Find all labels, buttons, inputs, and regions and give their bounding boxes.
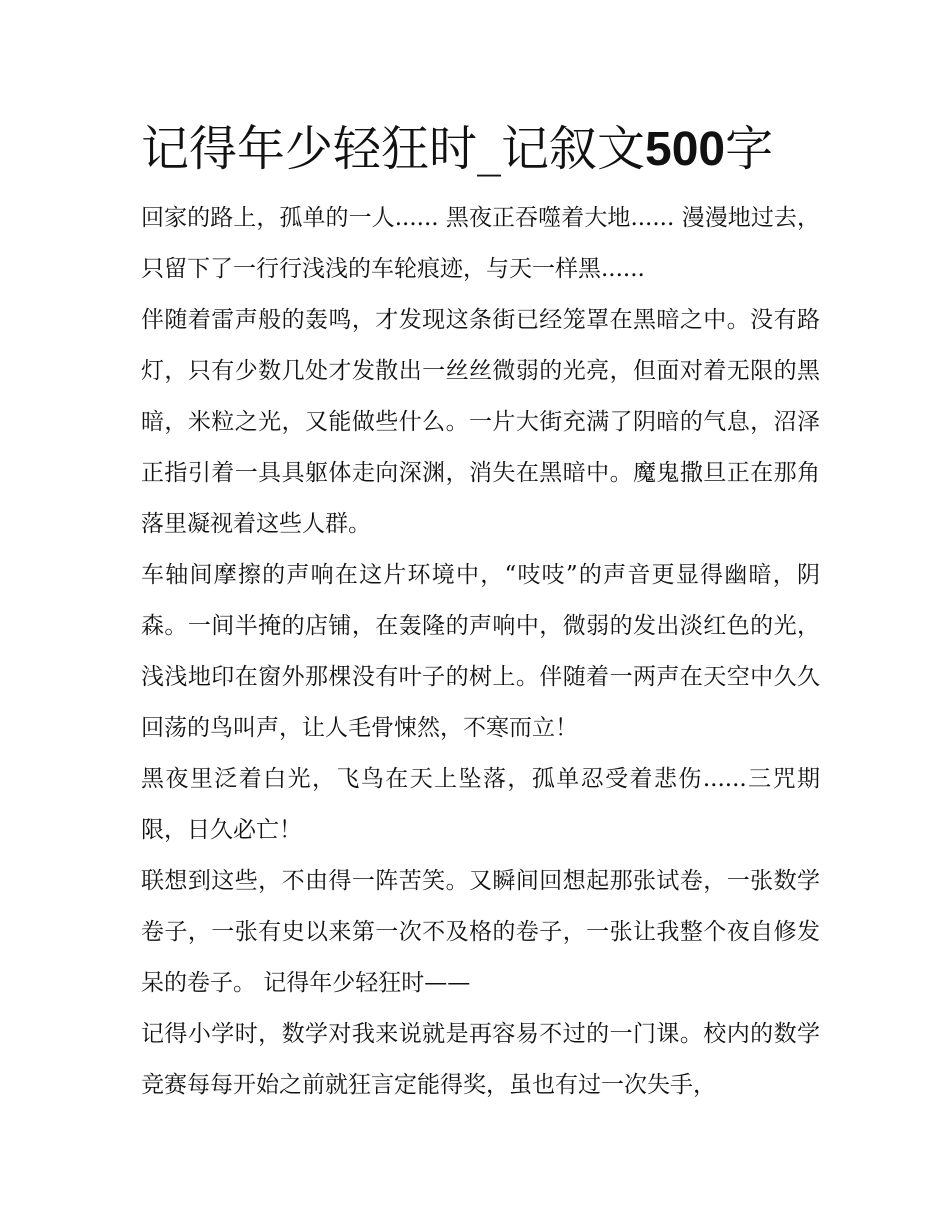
- document-title: [141, 114, 820, 185]
- paragraph-1: 回家的路上，孤单的一人...... 黑夜正吞噬着大地...... 漫漫地过去，只留下了一行行浅浅的车轮痕迹，与天一样黑......: [141, 205, 820, 282]
- paragraph-3: 车轴间摩擦的声响在这片环境中，“吱吱”的声音更显得幽暗，阴森。一间半掩的店铺，在轰隆的声响中，微弱的发出淡红色的光，浅浅地印在窗外那棵没有叶子的树上。伴随着一两声在天空中久久回荡的鸟叫声，让人毛骨悚然，不寒而立！: [141, 562, 820, 741]
- paragraph-4: 黑夜里泛着白光，飞鸟在天上坠落，孤单忍受着悲伤......三咒期限，日久必亡！: [141, 766, 820, 843]
- title-text: 记得年少轻狂时_记叙文: [141, 121, 646, 177]
- paragraph-6: 记得小学时，数学对我来说就是再容易不过的一门课。校内的数学竞赛每每开始之前就狂言定能得奖，虽也有过一次失手，: [141, 1021, 820, 1098]
- paragraph-2: 伴随着雷声般的轰鸣，才发现这条街已经笼罩在黑暗之中。没有路灯，只有少数几处才发散出一丝丝微弱的光亮，但面对着无限的黑暗，米粒之光，又能做些什么。一片大街充满了阴暗的气息，沼泽正指引着一具具躯体走向深渊，消失在黑暗中。魔鬼撒旦正在那角落里凝视着这些人群。: [141, 307, 820, 537]
- paragraph-5: 联想到这些，不由得一阵苦笑。又瞬间回想起那张试卷，一张数学卷子，一张有史以来第一次不及格的卷子，一张让我整个夜自修发呆的卷子。 记得年少轻狂时——: [141, 868, 820, 996]
- title-suffix: 字: [725, 121, 774, 177]
- title-number: 500: [645, 123, 726, 176]
